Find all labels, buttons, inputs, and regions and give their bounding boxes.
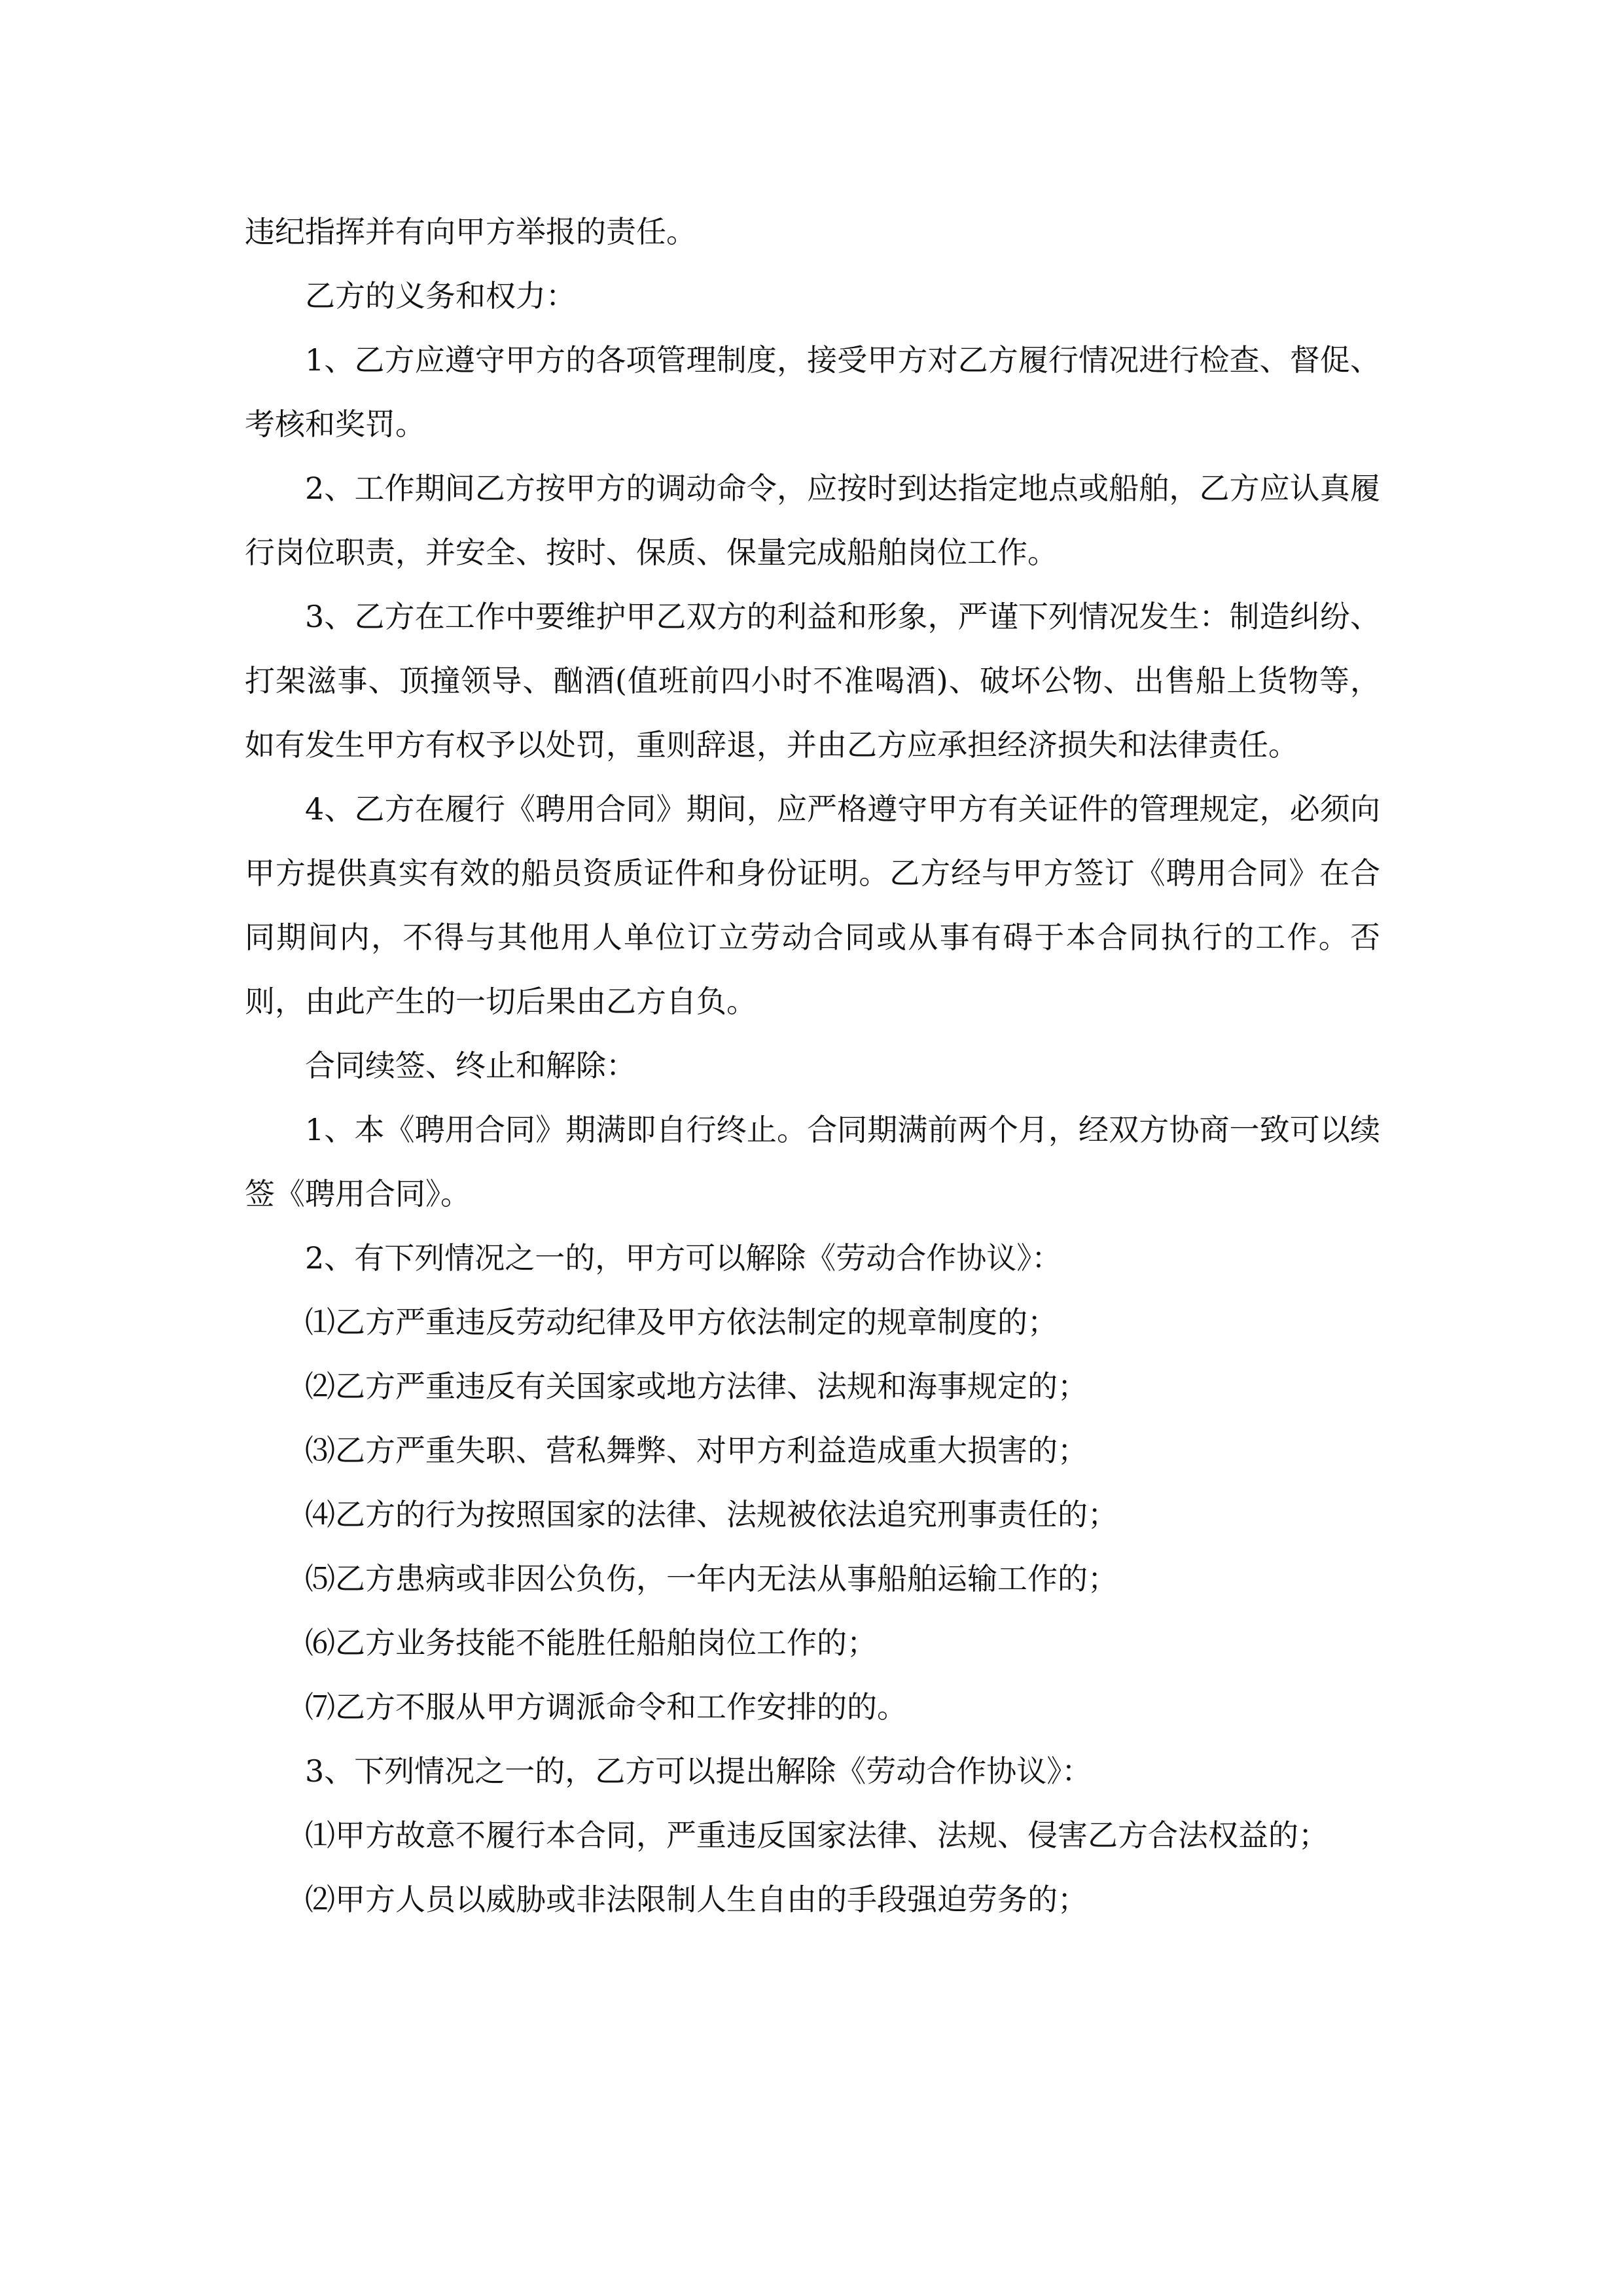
list-item: ⑵甲方人员以威胁或非法限制人生自由的手段强迫劳务的； bbox=[305, 1882, 1088, 1917]
section-heading: 合同续签、终止和解除： bbox=[305, 1048, 636, 1083]
paragraph: 3、下列情况之一的，乙方可以提出解除《劳动合作协议》： bbox=[305, 1753, 1092, 1789]
paragraph: 1、乙方应遵守甲方的各项管理制度，接受甲方对乙方履行情况进行检查、督促、考核和奖罚。 bbox=[245, 342, 1380, 442]
section-heading: 乙方的义务和权力： bbox=[305, 278, 576, 314]
paragraph: 3、乙方在工作中要维护甲乙双方的利益和形象，严谨下列情况发生：制造纠纷、打架滋事、顶撞领导、酗酒(值班前四小时不准喝酒)、破坏公物、出售船上货物等，如有发生甲方有权予以处罚，重则辞退，并由乙方应承担经济损失和法律责任。 bbox=[245, 599, 1380, 762]
list-item: ⑶乙方严重失职、营私舞弊、对甲方利益造成重大损害的； bbox=[305, 1433, 1088, 1468]
list-item: ⑵乙方严重违反有关国家或地方法律、法规和海事规定的； bbox=[305, 1369, 1088, 1404]
list-item: ⑷乙方的行为按照国家的法律、法规被依法追究刑事责任的； bbox=[305, 1497, 1118, 1532]
paragraph: 4、乙方在履行《聘用合同》期间，应严格遵守甲方有关证件的管理规定，必须向甲方提供真实有效的船员资质证件和身份证明。乙方经与甲方签订《聘用合同》在合同期间内，不得与其他用人单位订立劳动合同或从事有碍于本合同执行的工作。否则，由此产生的一切后果由乙方自负。 bbox=[245, 791, 1380, 1019]
paragraph: 1、本《聘用合同》期满即自行终止。合同期满前两个月，经双方协商一致可以续签《聘用合同》。 bbox=[245, 1112, 1380, 1211]
paragraph: 2、工作期间乙方按甲方的调动命令，应按时到达指定地点或船舶，乙方应认真履行岗位职责，并安全、按时、保质、保量完成船舶岗位工作。 bbox=[245, 471, 1380, 570]
list-item: ⑴甲方故意不履行本合同，严重违反国家法律、法规、侵害乙方合法权益的； bbox=[305, 1818, 1329, 1853]
document-body bbox=[245, 200, 1380, 1931]
paragraph: 2、有下列情况之一的，甲方可以解除《劳动合作协议》： bbox=[305, 1240, 1062, 1276]
paragraph: 违纪指挥并有向甲方举报的责任。 bbox=[245, 214, 696, 249]
list-item: ⑴乙方严重违反劳动纪律及甲方依法制定的规章制度的； bbox=[305, 1304, 1058, 1340]
list-item: ⑺乙方不服从甲方调派命令和工作安排的的。 bbox=[305, 1689, 907, 1725]
list-item: ⑹乙方业务技能不能胜任船舶岗位工作的； bbox=[305, 1625, 877, 1660]
list-item: ⑸乙方患病或非因公负伤，一年内无法从事船舶运输工作的； bbox=[305, 1561, 1118, 1596]
